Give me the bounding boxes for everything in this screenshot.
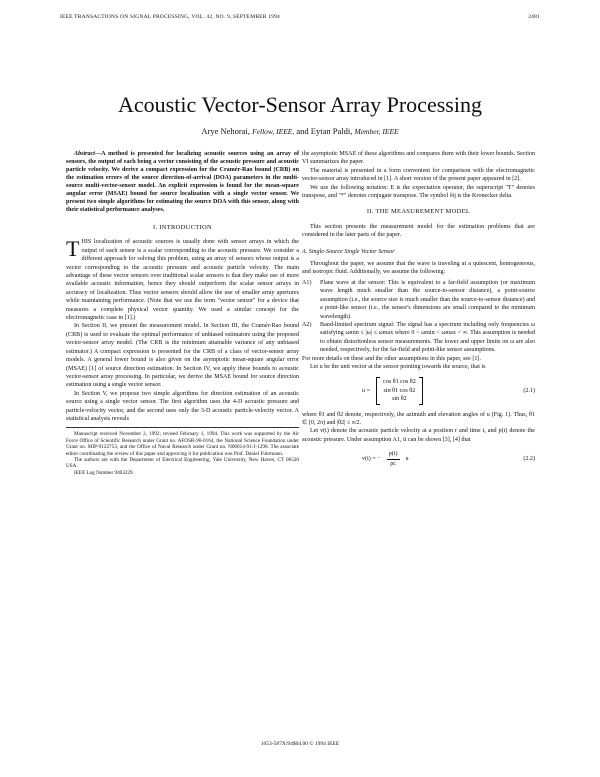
fraction [387,450,400,468]
running-header [60,14,540,20]
model-paragraph-3: For more details on these and the other assumptions in this paper, see [1]. [302,355,481,362]
assumption-text: Band-limited spectrum signal: The signal has a spectrum including only frequencies ω satisfying ωmin ≤ |ω| ≤ ωmax where 0 < ωmin < ωmax < ∞. This assumption is needed to obtain distortionless sensor measurements. The lower and upper limits on ω are also needed, respectively, for the far-field and point-like sensor assumptions. [320,321,535,354]
section-2-heading: II. THE MEASUREMENT MODEL [366,208,471,216]
matrix-row: sin θ1 cos θ2 [383,387,416,394]
author-line [0,126,600,136]
right-paragraph-2: The material is presented in a form convenient for comparison with the electromagnetic vector-sensor array introduced in [1]. A short version of the present paper appeared in [2]. [302,167,535,183]
author-2-title: Member, IEEE [354,127,399,136]
paper-title: Acoustic Vector-Sensor Array Processing [118,92,482,117]
equation-number: (2.2) [523,455,535,462]
left-column [66,150,299,476]
fraction-numerator: p(t) [387,450,400,459]
model-paragraph-4: Let u be the unit vector at the sensor pointing towards the source, that is [310,363,486,370]
author-1-title: Fellow, IEEE, [252,127,295,136]
equation-lhs: v(t) = − [362,455,381,462]
abstract-label: Abstract [74,151,95,157]
section-1-heading: I. INTRODUCTION [152,224,213,231]
matrix-row: cos θ1 cos θ2 [383,379,416,386]
model-paragraph-1: This section presents the measurement model for the estimation problems that are considered in the later parts of the paper. [302,223,535,239]
model-paragraph-5: where θ1 and θ2 denote, respectively, the azimuth and elevation angles of u (Fig. 1). Thus, θ1 ∈ [0, 2π) and |θ2| ≤ π/2. [302,411,535,426]
abstract-text: —A method is presented for localizing acoustic sources using an array of sensors, the output of each being a vector consisting of the acoustic pressure and acoustic particle velocity. We derive a compact expression for the Cramér-Rao bound (CRB) on the estimation errors of the source direction-of-arrival (DOA) parameters in the multi-source multi-vector-sensor model. An explicit expression is found for the mean-square angular error (MSAE) bound for source localization with a single vector sensor. We present two simple algorithms for estimating the source DOA with this sensor, along with their statistical performance analyses. [66,151,299,213]
equation-lhs: u = [362,387,371,394]
fraction-denominator: ρc [390,460,396,467]
model-paragraph-2: Throughout the paper, we assume that the wave is traveling at a quiescent, homogeneous, and isotropic fluid. Additionally, we assume the following: [302,261,535,276]
journal-header: IEEE TRANSACTIONS ON SIGNAL PROCESSING, VOL. 42, NO. 9, SEPTEMBER 1994 [60,14,281,20]
intro-paragraph-2: In Section II, we present the measurement model. In Section III, the Cramér-Rao bound (CRB) is used to evaluate the optimal performance of unbiased estimators using the proposed vector-sensor array model. (The CRB is the minimum attainable variance of any unbiased estimator.) A compact expression is presented for the CRB of a class of vector-sensor array models. A general lower bound is also given on the asymptotic mean-square angular error (MSAE) [1] of source direction estimation. In Section IV, we apply these bounds to acoustic vector-sensor array processing. In particular, we derive the MSAE bound for source direction estimation using a single vector sensor. [66,323,299,389]
assumption-a1 [302,279,535,321]
drop-cap: T [66,236,80,262]
unit-vector-matrix [376,377,423,404]
copyright-line: 1053-587X/94$04.00 © 1994 IEEE [260,741,340,747]
author-and: and [296,126,309,136]
assumption-label: A2) [302,321,312,328]
equation-2-2 [302,450,535,468]
footnote-manuscript: Manuscript received November 2, 1992; revised February 1, 1994. This work was supported by the Air Force Office of Scientific Research under Grant no. AFOSR-90-0164, the National Science Foundation under Grant no. MIP-9122753, and the Office of Naval Research under Grant no. N00014-91-J-1298. The associate editor coordinating the review of this paper and approving it for publication was Prof. Daniel Fuhrmann. [66,431,299,457]
footnote-log: IEEE Log Number 9403229. [74,469,134,476]
assumption-a2 [302,321,535,355]
author-2-name: Eytan Paldi, [310,126,353,136]
assumption-text: Plane wave at the sensor: This is equivalent to a far-field assumption (or maximum wave length much smaller than the source-to-sensor distance), a point-source assumption (i.e., the source size is much smaller than the source-to-sensor distance) and a point-like sensor (i.e., the sensor's dimensions are small compared to the minimum wavelength). [320,279,535,320]
matrix-row: sin θ2 [392,396,407,403]
intro-paragraph-3: In Section V, we propose two simple algorithms for direction estimation of an acoustic source using a single vector sensor. The first algorithm uses the 4-D acoustic pressure and particle-velocity vector, and the second uses only the 3-D acoustic particle-velocity vector. A statistical analysis reveals [66,390,299,422]
footnote [66,427,299,476]
model-paragraph-6: Let v(t) denote the acoustic particle velocity at a position r and time t, and p(t) denote the acoustic pressure. Under assumption A1, it can be shown [3], [4] that [302,428,535,443]
assumption-label: A1) [302,279,312,286]
intro-paragraph-1 [66,238,299,322]
footnote-affiliation: The authors are with the Department of Electrical Engineering, Yale University, New Haven, CT 06520 USA. [66,456,299,470]
right-paragraph-1: the asymptotic MSAE of these algorithms and compares them with their lower bounds. Section VI summarizes the paper. [302,151,535,166]
equation-rhs: u [405,455,409,462]
intro-p1-text: HIS localization of acoustic sources is usually done with sensor arrays in which the output of each sensor is a scalar corresponding to the acoustic pressure. We consider a different approach for solving this problem, using an array of sensors whose output is a vector corresponding to the acoustic pressure and acoustic particle velocity. The main advantage of these vector sensors over traditional scalar sensors is that they make use of more available acoustic information, hence they should outperform the scalar sensor arrays in accuracy of localization. Thus vector sensors should allow the use of smaller array apertures while maintaining performance. (Note that we use the term "vector sensor" for a device that measures a complete physical vector quantity. We used a similar concept for the electromagnetic case in [1].) [66,239,299,322]
assumption-list [302,279,535,355]
author-1-name: Arye Nehorai, [201,126,250,136]
subsection-heading: A. Single-Source Single Vector Sensor [302,248,395,255]
page-number: 2481 [528,14,540,20]
equation-number: (2.1) [523,387,535,394]
abstract [66,150,299,214]
notation-paragraph: We use the following notation: E is the expectation operator, the superscript "T" denotes transpose, and "*" denotes conjugate transpose. The symbol δij is the Kronecker delta. [302,184,535,200]
equation-2-1 [302,377,535,404]
right-column [302,150,535,474]
